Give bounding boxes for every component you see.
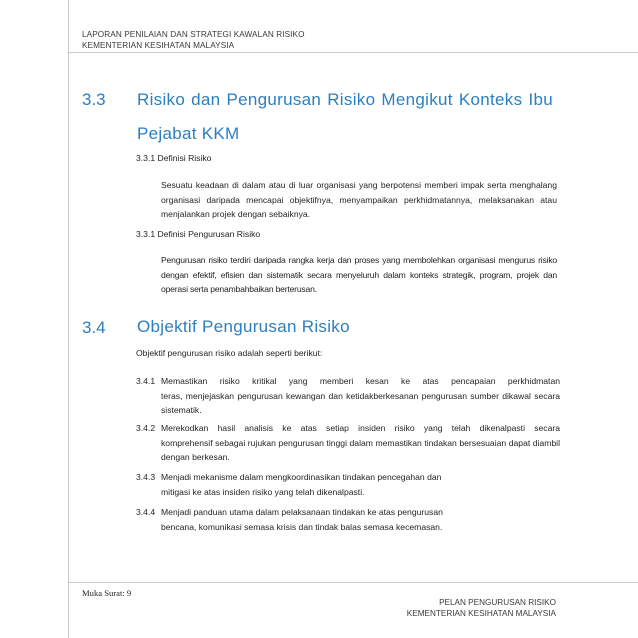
title-word: Risiko xyxy=(137,90,186,109)
objective-text-rest: teras, menjejaskan pengurusan kewangan dan ketidakberkesanan pengurusan sumber dikawal secara sistematik. xyxy=(161,390,560,416)
objective-item xyxy=(136,505,560,534)
objective-text-rest: komprehensif sebagai rujukan pengurusan tinggi dalam memastikan tindakan bersesuaian dapat diambil dengan berkesan. xyxy=(161,437,560,463)
objective-text-first-line: Menjadi mekanisme dalam mengkoordinasikan tindakan pencegahan dan xyxy=(161,472,442,482)
title-word: Ibu xyxy=(528,90,553,109)
title-word: Pengurusan xyxy=(226,90,322,109)
section-number-3-4: 3.4 xyxy=(82,318,106,337)
objective-text-rest: bencana, komunikasi semasa krisis dan tindak balas semasa kecemasan. xyxy=(161,521,443,532)
header-line-1: LAPORAN PENILAIAN DAN STRATEGI KAWALAN RISIKO xyxy=(82,30,305,39)
header-line-2: KEMENTERIAN KESIHATAN MALAYSIA xyxy=(82,41,235,50)
definition-risk-paragraph: Sesuatu keadaan di dalam atau di luar organisasi yang berpotensi memberi impak serta menghalang organisasi daripada mencapai objektifnya, menyampaikan perkhidmatannya, melaksanakan atau menjalankan projek dengan sebaiknya. xyxy=(161,180,557,220)
header-rule xyxy=(68,52,638,53)
objectives-intro: Objektif pengurusan risiko adalah seperti berikut: xyxy=(136,348,323,358)
section-title-3-4: Objektif Pengurusan Risiko xyxy=(137,317,350,336)
definition-risk-management-paragraph: Pengurusan risiko terdiri daripada rangka kerja dan proses yang membolehkan organisasi mengurus risiko dengan efektif, efisien dan sistematik secara menyeluruh dalam konteks strategik, program, projek dan operasi serta penambahbaikan berterusan. xyxy=(161,255,557,295)
objective-text-first-line: Memastikan risiko kritikal yang memberi kesan ke atas pencapaian perkhidmatan xyxy=(161,376,560,386)
section-title-line-1 xyxy=(137,83,553,117)
objective-item xyxy=(136,374,560,418)
objective-number: 3.4.2 xyxy=(136,423,156,433)
section-title-line-2: Pejabat KKM xyxy=(137,124,240,143)
running-footer xyxy=(407,597,556,619)
margin-rule-vertical xyxy=(68,0,69,638)
objective-number: 3.4.1 xyxy=(136,376,156,386)
title-word: Mengikut xyxy=(381,90,453,109)
objective-number: 3.4.3 xyxy=(136,472,156,482)
objective-text-rest: mitigasi ke atas insiden risiko yang telah dikenalpasti. xyxy=(161,486,365,497)
running-header xyxy=(82,29,305,51)
objective-item xyxy=(136,421,560,465)
title-word: Konteks xyxy=(458,90,523,109)
title-word: Risiko xyxy=(327,90,376,109)
objective-number: 3.4.4 xyxy=(136,507,156,517)
subsection-label-3-3-1: 3.3.1 Definisi Risiko xyxy=(136,153,212,163)
subsection-label-3-3-1-pengurusan: 3.3.1 Definisi Pengurusan Risiko xyxy=(136,229,261,239)
objective-item xyxy=(136,470,560,499)
page-number: Muka Surat: 9 xyxy=(82,588,132,598)
objective-text-first-line: Merekodkan hasil analisis ke atas setiap insiden risiko yang telah dikenalpasti secara xyxy=(161,423,560,433)
section-number-3-3: 3.3 xyxy=(82,90,106,109)
footer-rule xyxy=(68,582,638,583)
section-title-3-3 xyxy=(137,83,553,151)
footer-line-2: KEMENTERIAN KESIHATAN MALAYSIA xyxy=(406,609,556,618)
footer-line-1: PELAN PENGURUSAN RISIKO xyxy=(439,598,556,607)
title-word: dan xyxy=(191,90,221,109)
objective-text-first-line: Menjadi panduan utama dalam pelaksanaan tindakan ke atas pengurusan xyxy=(161,507,443,517)
